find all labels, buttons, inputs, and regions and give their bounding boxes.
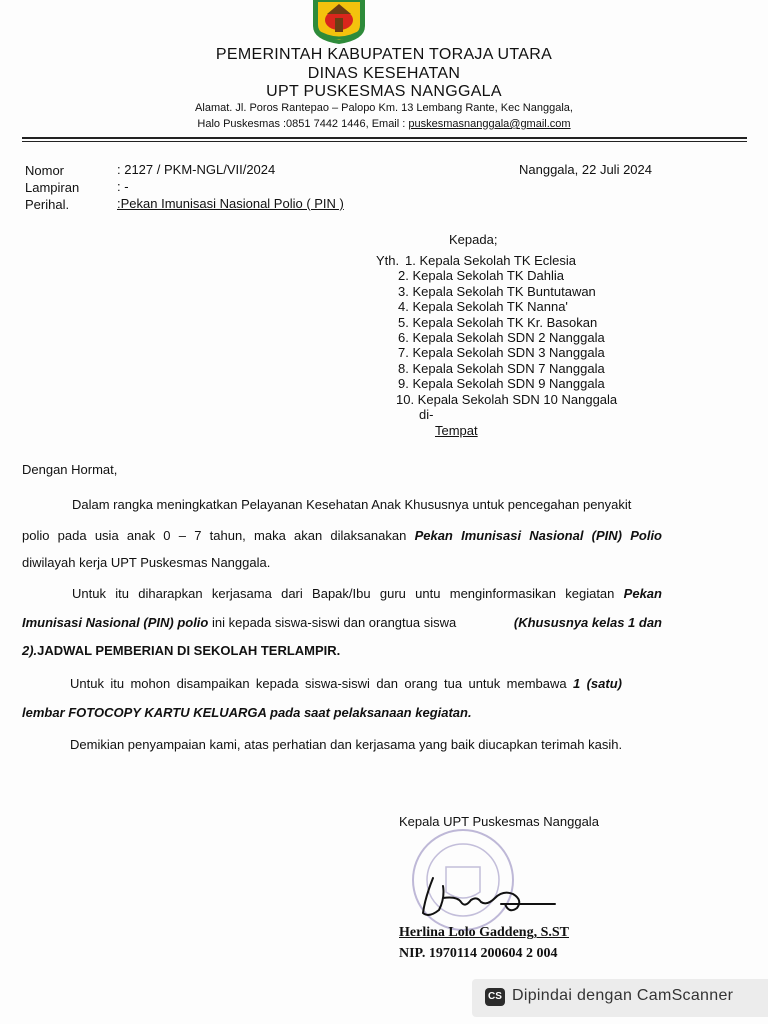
p2-jadwal: JADWAL PEMBERIAN DI SEKOLAH TERLAMPIR. [37,643,341,658]
recipient-item: 8. Kepala Sekolah SDN 7 Nanggala [398,360,605,376]
nomor-label: Nomor [25,163,65,178]
signatory-title: Kepala UPT Puskesmas Nanggala [399,814,599,829]
nomor-value: : 2127 / PKM-NGL/VII/2024 [117,162,276,177]
paragraph-3-line-2 [22,705,472,720]
p1-text: polio pada usia anak 0 – 7 tahun, maka akan dilaksanakan [22,528,407,543]
kabupaten-logo-icon [309,0,369,44]
camscanner-logo-icon: CS [485,988,505,1006]
recipient-item: 4. Kepala Sekolah TK Nanna' [398,299,568,315]
recipient-item: 5. Kepala Sekolah TK Kr. Basokan [398,314,598,330]
recipient-item: 10. Kepala Sekolah SDN 10 Nanggala [396,391,618,407]
header-rule-thin [22,141,747,142]
handwritten-signature-icon [405,868,565,928]
recipient-item: 6. Kepala Sekolah SDN 2 Nanggala [398,330,605,345]
contact-email: puskesmasnanggala@gmail.com [408,118,571,130]
paragraph-2-line-2 [22,615,662,630]
signatory-name: Herlina Lolo Gaddeng, S.ST [399,925,569,940]
paragraph-2-line-3 [22,643,340,658]
di-label: di- [419,407,434,422]
p2-pekan: Pekan [623,586,662,601]
letter-date: Nanggala, 22 Juli 2024 [519,162,652,177]
paragraph-3-line-1 [70,676,622,691]
recipient-item: 3. Kepala Sekolah TK Buntutawan [398,283,596,299]
p3-text: Untuk itu mohon disampaikan kepada siswa-siswi dan orang tua untuk membawa [70,676,567,691]
letterhead-address: Alamat. Jl. Poros Rantepao – Palopo Km. 13 Lembang Rante, Kec Nanggala, [195,102,573,114]
tempat-label: Tempat [435,423,478,438]
greeting: Dengan Hormat, [22,462,118,477]
paragraph-1-line-1: Dalam rangka meningkatkan Pelayanan Kesehatan Anak Khususnya untuk pencegahan penyakit [72,497,632,512]
recipient-item: 2. Kepala Sekolah TK Dahlia [398,268,564,284]
letterhead-contact [0,118,768,130]
letterhead-government: PEMERINTAH KABUPATEN TORAJA UTARA [215,46,553,63]
perihal-label: Perihal. [25,197,70,212]
lampiran-value: : - [117,179,129,194]
lampiran-label: Lampiran [25,180,80,195]
recipient-item: 1. Kepala Sekolah TK Eclesia [405,253,577,268]
contact-phone: Halo Puskesmas :0851 7442 1446, Email : [197,118,409,130]
p3-satu: 1 (satu) [572,676,622,691]
recipient-item: 7. Kepala Sekolah SDN 3 Nanggala [398,345,605,361]
p2-pin-polio: Imunisasi Nasional (PIN) polio [22,615,209,630]
paragraph-1-line-3: diwilayah kerja UPT Puskesmas Nanggala. [22,555,271,570]
p3-fotocopy: lembar FOTOCOPY KARTU KELUARGA pada saat pelaksanaan kegiatan. [22,705,472,720]
p2-text: Untuk itu diharapkan kerjasama dari Bapak/Ibu guru untu menginformasikan kegiatan [72,586,615,601]
p2-text-mid: ini kepada siswa-siswi dan orangtua siswa [208,615,457,630]
paragraph-1-line-2 [22,528,662,543]
p1-pin-polio: Pekan Imunisasi Nasional (PIN) Polio [414,528,662,543]
paragraph-4: Demikian penyampaian kami, atas perhatian dan kerjasama yang baik diucapkan terimah kasih. [70,737,623,752]
kepada-label: Kepada; [449,232,498,247]
header-rule-thick [22,137,747,139]
yth-label: Yth. [376,253,400,268]
letterhead-unit: UPT PUSKESMAS NANGGALA [266,83,502,100]
recipient-item: 9. Kepala Sekolah SDN 9 Nanggala [398,376,605,392]
p2-kelas: 2). [22,643,38,658]
p2-khususnya: (Khususnya kelas 1 dan [513,615,662,630]
camscanner-text: Dipindai dengan CamScanner [512,987,734,1004]
paragraph-2-line-1 [72,586,662,601]
signatory-nip: NIP. 1970114 200604 2 004 [399,946,558,961]
perihal-value: :Pekan Imunisasi Nasional Polio ( PIN ) [117,196,344,211]
letterhead-department: DINAS KESEHATAN [307,65,461,82]
